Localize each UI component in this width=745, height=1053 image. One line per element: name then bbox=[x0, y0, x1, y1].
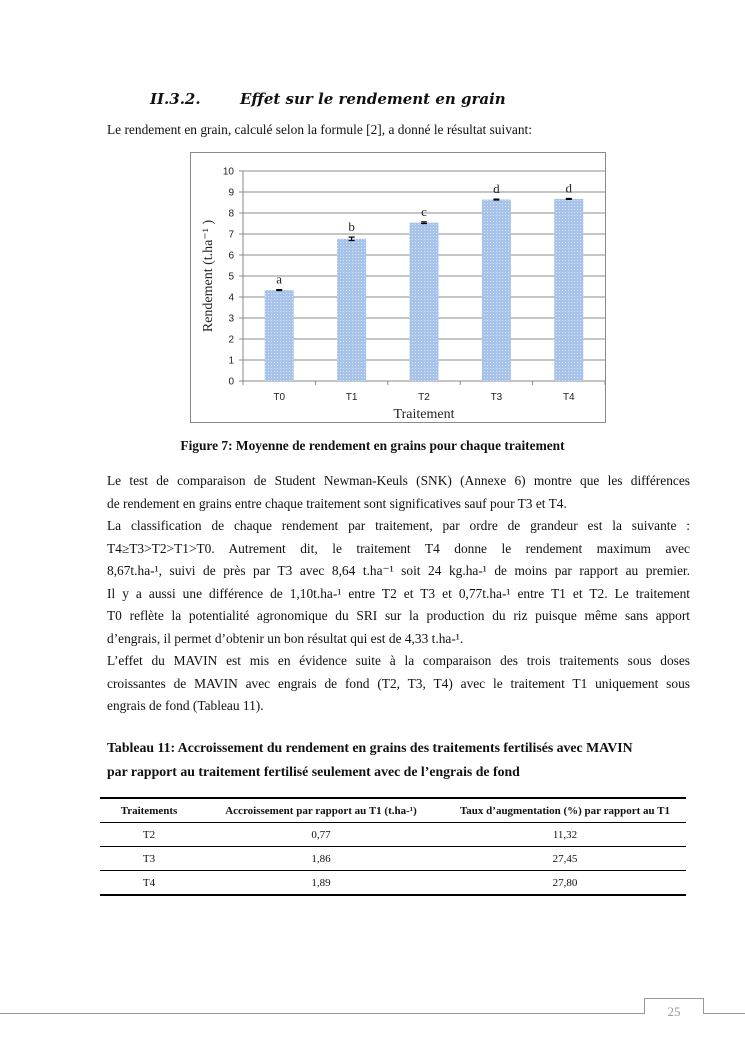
text-line: La classification de chaque rendement par traitement, par ordre de grandeur est la suivante : bbox=[107, 518, 690, 534]
table-caption-line-1: Tableau 11: Accroissement du rendement en grains des traitements fertilisés avec MAVIN bbox=[107, 740, 633, 755]
section-number: II.3.2. bbox=[150, 90, 201, 108]
figure-caption: Figure 7: Moyenne de rendement en grains pour chaque traitement bbox=[180, 438, 565, 453]
yield-increase-table bbox=[100, 797, 686, 896]
x-tick-label: T3 bbox=[490, 392, 503, 403]
significance-letter: a bbox=[276, 271, 283, 287]
x-tick-label: T1 bbox=[345, 392, 358, 403]
cell-increase: 1,86 bbox=[198, 847, 444, 871]
text-line: T4≥T3>T2>T1>T0. Autrement dit, le traitement T4 donne le rendement maximum avec bbox=[107, 540, 690, 556]
cell-rate: 11,32 bbox=[444, 823, 686, 847]
y-tick-label: 10 bbox=[222, 166, 234, 178]
column-header: Taux d’augmentation (%) par rapport au T1 bbox=[444, 798, 686, 823]
bar-T4 bbox=[554, 199, 583, 381]
text-line: L’effet du MAVIN est mis en évidence suite à la comparaison des trois traitements sous doses bbox=[107, 653, 690, 669]
text-line: d’engrais, il permet d’obtenir un bon résultat qui est de 4,33 t.ha-¹. bbox=[107, 630, 464, 646]
text-line: de rendement en grains entre chaque traitement sont significatives sauf pour T3 et T4. bbox=[107, 495, 567, 511]
x-axis-title: Traitement bbox=[393, 407, 455, 422]
x-tick-label: T2 bbox=[418, 392, 430, 403]
bar-T2 bbox=[410, 223, 439, 381]
text-line: croissantes de MAVIN avec engrais de fond (T2, T3, T4) avec le traitement T1 uniquement sous bbox=[107, 675, 690, 691]
y-tick-label: 2 bbox=[228, 334, 234, 346]
table-row bbox=[100, 847, 686, 871]
x-tick-label: T4 bbox=[562, 392, 575, 403]
text-line: 8,67t.ha-¹, suivi de près par T3 avec 8,64 t.ha⁻¹ soit 24 kg.ha-¹ de moins par rapport au premier. bbox=[107, 563, 690, 579]
significance-letter: b bbox=[348, 219, 355, 235]
text-line: engrais de fond (Tableau 11). bbox=[107, 698, 264, 714]
cell-increase: 1,89 bbox=[198, 871, 444, 896]
table-row bbox=[100, 823, 686, 847]
section-title: Effet sur le rendement en grain bbox=[240, 90, 506, 108]
body-text bbox=[107, 470, 690, 718]
cell-treatment: T3 bbox=[100, 847, 198, 871]
bar-T3 bbox=[482, 200, 511, 381]
bar-T1 bbox=[337, 239, 366, 381]
table-caption-line-2: par rapport au traitement fertilisé seulement avec de l’engrais de fond bbox=[107, 764, 520, 779]
cell-treatment: T2 bbox=[100, 823, 198, 847]
significance-letter: c bbox=[421, 203, 427, 219]
y-tick-label: 9 bbox=[228, 187, 234, 199]
significance-letter: d bbox=[493, 181, 500, 197]
y-tick-label: 4 bbox=[228, 292, 234, 304]
bar-chart bbox=[190, 152, 606, 423]
column-header: Traitements bbox=[100, 798, 198, 823]
paragraph bbox=[107, 470, 690, 515]
text-line: Il y a aussi une différence de 1,10t.ha-¹ entre T2 et T3 et 0,77t.ha-¹ entre T1 et T2. Le traitement bbox=[107, 585, 690, 601]
error-bar bbox=[493, 199, 499, 200]
y-axis-title: Rendement (t.ha⁻¹ ) bbox=[201, 219, 216, 333]
page-number: 25 bbox=[667, 1004, 681, 1019]
text-line: T0 reflète la potentialité agronomique du SRI sur la production du riz puisque même sans apport bbox=[107, 608, 690, 624]
footer-rule-right bbox=[703, 1013, 745, 1014]
y-tick-label: 3 bbox=[228, 313, 234, 325]
cell-rate: 27,80 bbox=[444, 871, 686, 896]
error-bar bbox=[276, 290, 282, 291]
y-tick-label: 1 bbox=[228, 355, 234, 367]
text-line: Le test de comparaison de Student Newman-Keuls (SNK) (Annexe 6) montre que les différences bbox=[107, 473, 690, 488]
paragraph bbox=[107, 515, 690, 650]
y-tick-label: 0 bbox=[228, 376, 234, 388]
table-row bbox=[100, 871, 686, 896]
y-tick-label: 7 bbox=[228, 229, 234, 241]
y-tick-label: 6 bbox=[228, 250, 234, 262]
error-bar bbox=[566, 199, 572, 200]
column-header: Accroissement par rapport au T1 (t.ha-¹) bbox=[198, 798, 444, 823]
y-tick-label: 5 bbox=[228, 271, 234, 283]
x-tick-label: T0 bbox=[273, 392, 286, 403]
y-tick-label: 8 bbox=[228, 208, 234, 220]
footer-rule-left bbox=[0, 1013, 644, 1014]
intro-text: Le rendement en grain, calculé selon la formule [2], a donné le résultat suivant: bbox=[107, 122, 532, 137]
cell-treatment: T4 bbox=[100, 871, 198, 896]
paragraph bbox=[107, 650, 690, 718]
cell-increase: 0,77 bbox=[198, 823, 444, 847]
table-header-row bbox=[100, 798, 686, 823]
bar-T0 bbox=[265, 290, 294, 381]
significance-letter: d bbox=[565, 180, 573, 196]
cell-rate: 27,45 bbox=[444, 847, 686, 871]
